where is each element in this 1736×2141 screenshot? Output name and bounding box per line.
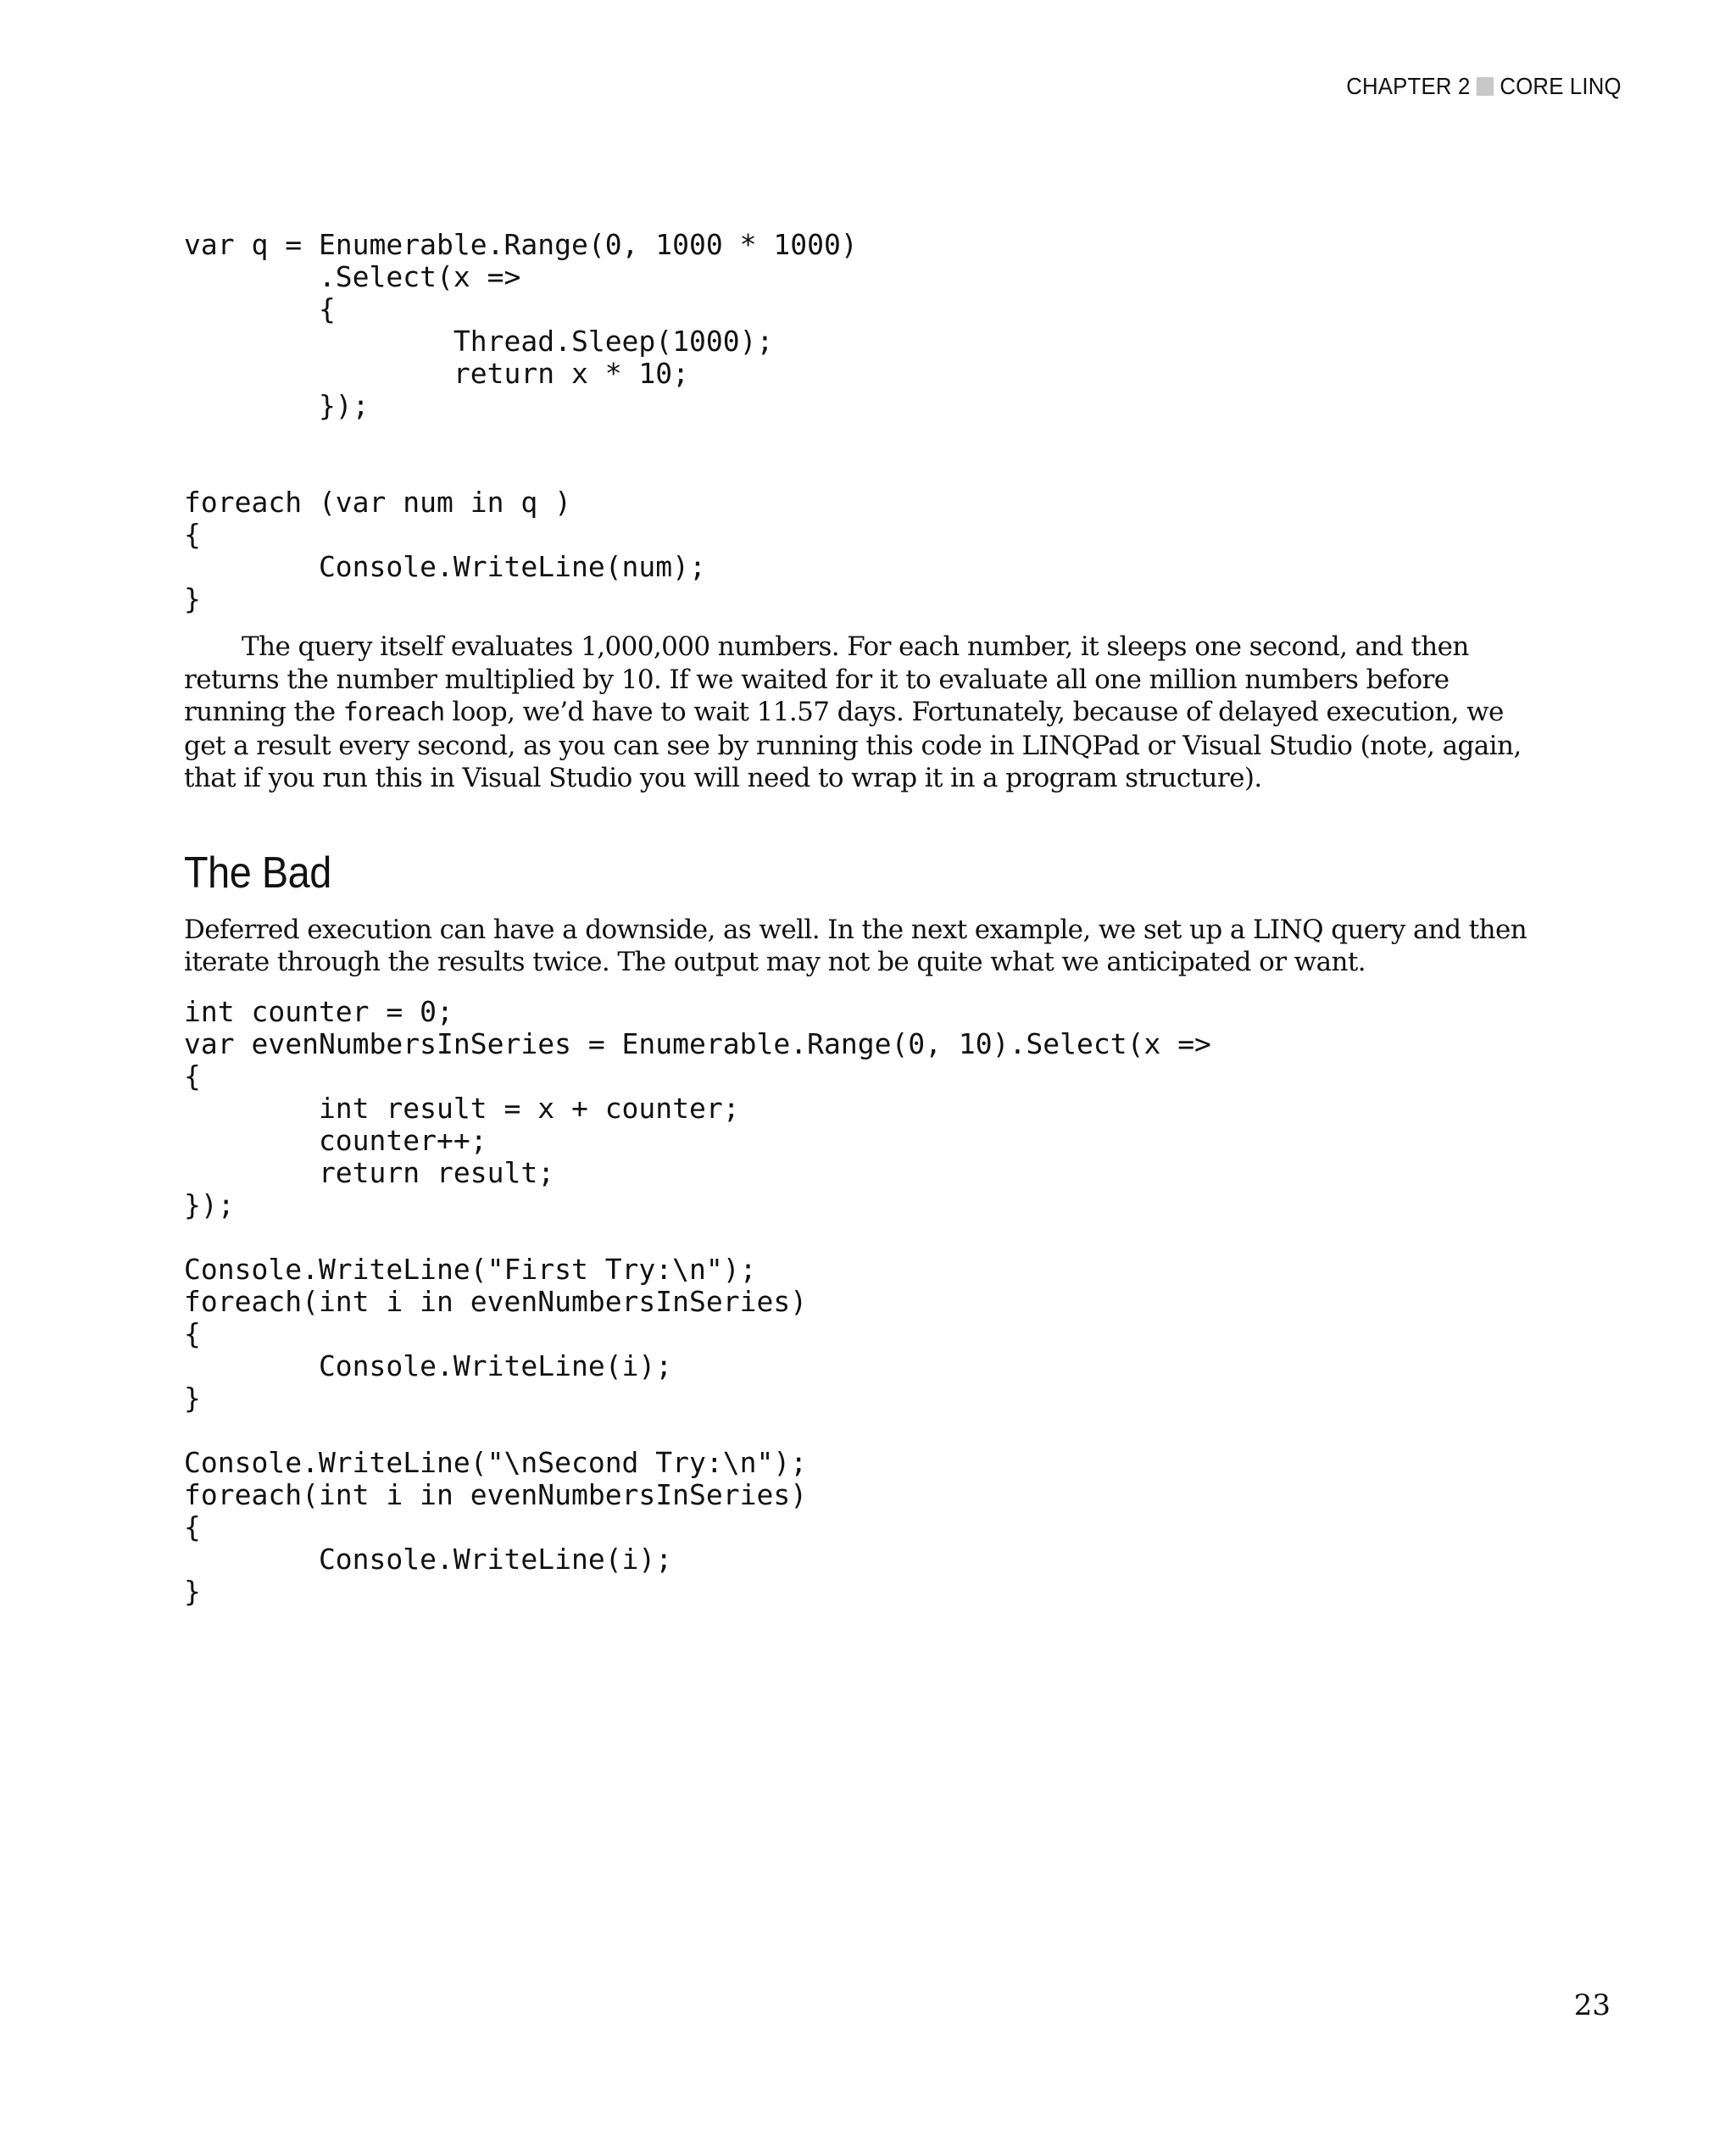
inline-code-foreach: foreach (342, 698, 445, 727)
paragraph-deferred-downside: Deferred execution can have a downside, as well. In the next example, we set up a LINQ query and then iterate through the results twice. The output may not be quite what we anticipated or want. (184, 914, 1527, 977)
paragraph-text-2: loop, we’d have to wait 11.57 days. Fortunately, because of delayed execution, we get a result every second, as you can see by running this code in LINQPad or Visual Studio (note, again, that if you run this in Visual Studio you will need to wrap it in a program structure). (184, 697, 1522, 793)
chapter-title: CORE LINQ (1500, 73, 1622, 99)
running-header (1346, 73, 1622, 100)
chapter-label: CHAPTER 2 (1346, 73, 1471, 99)
paragraph-query-explanation (184, 631, 1540, 795)
code-block-even-numbers: int counter = 0; var evenNumbersInSeries = Enumerable.Range(0, 10).Select(x => { int result = x + counter; counter++; return result; }); Console.WriteLine("First Try:\n"); foreach(int i in evenNumbersInSeries) { Console.WriteLine(i); } Console.WriteLine("\nSecond Try:\n"); foreach(int i in evenNumbersInSeries) { Console.WriteLine(i); } (184, 994, 1211, 1608)
page-number: 23 (1573, 1988, 1611, 2022)
section-heading-the-bad: The Bad (184, 848, 331, 898)
header-separator-icon (1477, 77, 1494, 96)
page-content (184, 229, 1540, 1608)
paragraph-text-1: The query itself evaluates 1,000,000 numbers. For each number, it sleeps one second, and then returns the number multiplied by 10. If we waited for it to evaluate all one million numbers before running the (184, 631, 1469, 727)
code-block-range-select: var q = Enumerable.Range(0, 1000 * 1000) .Select(x => { Thread.Sleep(1000); return x * 10; }); foreach (var num in q ) { Console.WriteLine(num); } (184, 228, 858, 615)
